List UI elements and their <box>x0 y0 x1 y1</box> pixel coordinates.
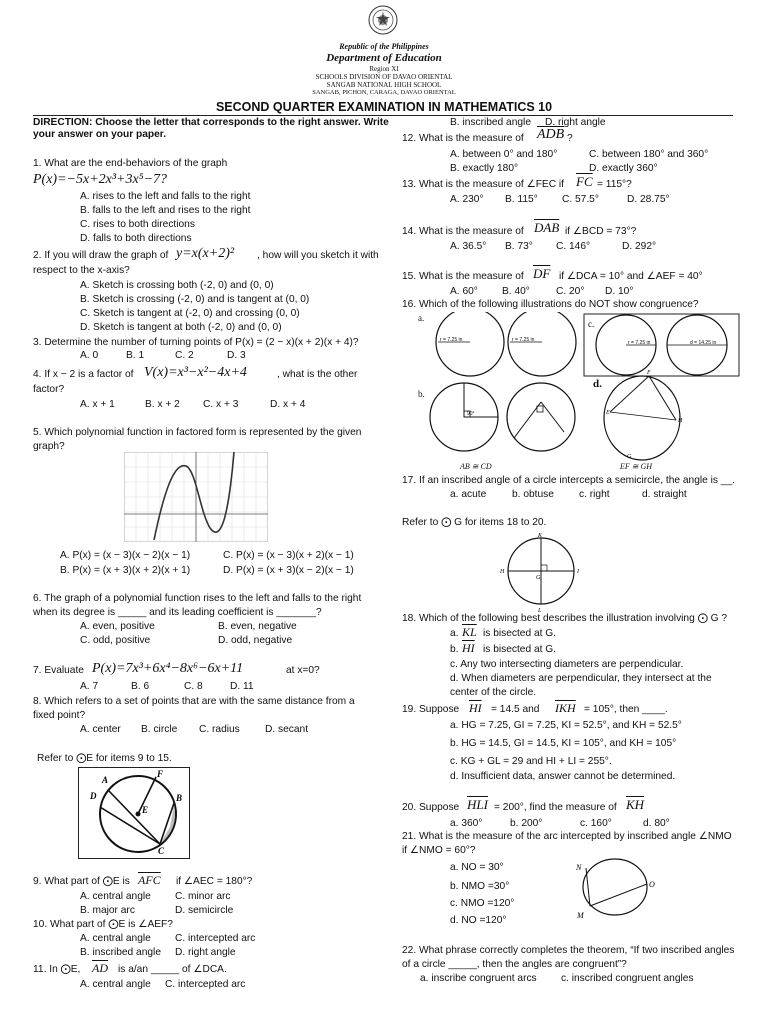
q5-polynomial-graph <box>124 452 268 542</box>
q9-choice-c: C. minor arc <box>175 891 231 902</box>
header-address: SANGAB, PICHON, CARAGA, DAVAO ORIENTAL <box>312 89 456 96</box>
circle-g-label-g: G <box>536 575 541 581</box>
q19-choice-a: a. HG = 7.25, GI = 7.25, KI = 52.5°, and KH = 52.5° <box>450 720 682 731</box>
q18-choice-d-line2: center of the circle. <box>450 687 537 698</box>
q18-choice-a-prefix: a. <box>450 628 459 639</box>
q11-choice-d: D. right angle <box>545 117 606 128</box>
q18-choice-b-segment: $\overline{HI}$ <box>462 641 475 655</box>
ref-items-18-20: Refer to ⨀ G for items 18 to 20. <box>402 517 547 528</box>
q11-arc: $\overline{AD}$ <box>92 961 108 975</box>
q6-choice-a: A. even, positive <box>80 621 155 632</box>
q10-choice-c: C. intercepted arc <box>175 933 256 944</box>
q4-text-c: factor? <box>33 384 65 395</box>
q13-arc: $\overline{FC}$ <box>576 174 593 189</box>
q19-text: 19. Suppose <box>402 704 460 715</box>
q2-text-c: respect to the x-axis? <box>33 265 130 276</box>
header-division: SCHOOLS DIVISION OF DAVAO ORIENTAL <box>315 73 453 81</box>
q21-text-line2: if ∠NMO = 60°? <box>402 845 476 856</box>
circle-g-label-l: L <box>538 608 542 612</box>
q12-text: 12. What is the measure of <box>402 133 524 144</box>
q12-choice-d: D. exactly 360° <box>589 163 658 174</box>
q5-choice-b: B. P(x) = (x + 3)(x + 2)(x + 1) <box>60 565 191 576</box>
q16-radius-2: r = 7.25 in <box>512 337 535 343</box>
q12-choice-a: A. between 0° and 180° <box>450 149 558 160</box>
q7-choice-a: A. 7 <box>80 681 99 692</box>
q12-choice-c: C. between 180° and 360° <box>589 149 709 160</box>
q10-choice-d: D. right angle <box>175 947 236 958</box>
direction-line2: your answer on your paper. <box>33 129 167 140</box>
q8-choice-c: C. radius <box>199 724 240 735</box>
q19-choice-b: b. HG = 14.5, GI = 14.5, KI = 105°, and KH = 105° <box>450 738 677 749</box>
q12-choice-b: B. exactly 180° <box>450 163 519 174</box>
q4-text-b: , what is the other <box>277 369 358 380</box>
q16-label-a: a. <box>418 313 425 323</box>
circle-g-label-i: I <box>577 569 579 575</box>
q10-text: 10. What part of ⨀E is ∠AEF? <box>33 919 173 930</box>
q4-text-a: 4. If x − 2 is a factor of <box>33 369 134 380</box>
q3-choice-a: A. 0 <box>80 350 99 361</box>
q17-choice-b: b. obtuse <box>512 489 554 500</box>
q12-arc: $\overline{ADB}$ <box>537 127 565 142</box>
q13-choice-b: B. 115° <box>505 194 538 205</box>
circle-e-figure <box>78 767 190 859</box>
q20-choice-a: a. 360° <box>450 818 483 829</box>
q4-choice-a: A. x + 1 <box>80 399 115 410</box>
q11-text-b: is a/an _____ of ∠DCA. <box>118 964 227 975</box>
q11-choice-c: C. intercepted arc <box>165 979 246 990</box>
q1-expression: P(x)=−5x+2x³+3x⁵−7? <box>33 172 168 187</box>
q15-choice-a: A. 60° <box>450 286 478 297</box>
q4-choice-b: B. x + 2 <box>145 399 180 410</box>
q6-choice-d: D. odd, negative <box>218 635 293 646</box>
circle-label-m: M <box>577 911 584 920</box>
q21-choice-d: d. NO =120° <box>450 915 507 926</box>
q15-choice-c: C. 20° <box>556 286 585 297</box>
q16-caption-b: AB ≅ CD <box>460 462 492 471</box>
q2-expression: y=x(x+2)² <box>176 246 235 261</box>
label-c: C <box>158 846 165 856</box>
q13-rest: = 115°? <box>597 179 632 190</box>
q8-text-line2: fixed point? <box>33 710 86 721</box>
q22-text-line2: of a circle _____, then the angles are congruent”? <box>402 959 627 970</box>
q2-choice-a: A. Sketch is crossing both (-2, 0) and (0, 0) <box>80 280 274 291</box>
q9-text-a: 9. What part of ⨀E is <box>33 876 130 887</box>
q12-q: ? <box>567 133 573 144</box>
circle-g-label-k: K <box>538 533 543 539</box>
circle-g-figure <box>498 532 588 612</box>
q22-choice-c: c. inscribed congruent angles <box>561 973 694 984</box>
q11-text-a: 11. In ⨀E, <box>33 964 81 975</box>
q11-choice-b: B. inscribed angle <box>450 117 531 128</box>
label-b: B <box>176 793 183 803</box>
q6-choice-c: C. odd, positive <box>80 635 151 646</box>
label-f: F <box>157 769 164 779</box>
q19-mid: = 14.5 and <box>491 704 540 715</box>
label-d: D <box>90 791 97 801</box>
q1-choice-c: C. rises to both directions <box>80 219 195 230</box>
q13-choice-a: A. 230° <box>450 194 484 205</box>
q13-text: 13. What is the measure of ∠FEC if <box>402 179 565 190</box>
q15-arc: $\overline{DF}$ <box>533 266 551 281</box>
q2-choice-d: D. Sketch is tangent at both (-2, 0) and (0, 0) <box>80 322 282 333</box>
q9-choice-a: A. central angle <box>80 891 151 902</box>
q18-text: 18. Which of the following best describes the illustration involving ⨀ G ? <box>402 613 728 624</box>
q16-label-h: H <box>678 418 683 424</box>
q10-choice-b: B. inscribed angle <box>80 947 161 958</box>
q9-text-b: if ∠AEC = 180°? <box>176 876 253 887</box>
q14-choice-a: A. 36.5° <box>450 241 487 252</box>
q21-choice-c: c. NMO =120° <box>450 898 515 909</box>
q7-text-b: at x=0? <box>286 665 320 676</box>
q18-choice-d-line1: d. When diameters are perpendicular, they intersect at the <box>450 673 712 684</box>
q5-choice-a: A. P(x) = (x − 3)(x − 2)(x − 1) <box>60 550 191 561</box>
label-a: A <box>102 775 109 785</box>
q19-segment: $\overline{HI}$ <box>469 701 482 715</box>
q14-text: 14. What is the measure of <box>402 226 524 237</box>
q18-choice-a-rest: is bisected at G. <box>483 628 557 639</box>
q19-rest: = 105°, then ____. <box>584 704 668 715</box>
q13-choice-d: D. 28.75° <box>627 194 670 205</box>
q7-choice-c: C. 8 <box>184 681 203 692</box>
q16-label-c: c. <box>588 319 595 329</box>
header-department: Department of Education <box>326 52 442 64</box>
q9-choice-d: D. semicircle <box>175 905 234 916</box>
q18-choice-a-segment: $\overline{KL}$ <box>462 625 477 639</box>
q3-choice-c: C. 2 <box>175 350 194 361</box>
q14-choice-d: D. 292° <box>622 241 657 252</box>
q17-text: 17. If an inscribed angle of a circle intercepts a semicircle, the angle is __. <box>402 475 735 486</box>
circle-g-label-h: H <box>500 569 505 575</box>
q14-arc: $\overline{DAB}$ <box>534 220 560 235</box>
q17-choice-a: a. acute <box>450 489 487 500</box>
q14-rest: if ∠BCD = 73°? <box>565 226 637 237</box>
q20-choice-c: c. 160° <box>580 818 612 829</box>
q21-choice-a: a. NO = 30° <box>450 862 504 873</box>
q5-text-line2: graph? <box>33 441 65 452</box>
q11-choice-a: A. central angle <box>80 979 151 990</box>
circle-label-o: O <box>649 880 655 889</box>
header-school: SANGAB NATIONAL HIGH SCHOOL <box>326 81 442 89</box>
q2-text-a: 2. If you will draw the graph of <box>33 250 169 261</box>
q17-choice-d: d. straight <box>642 489 687 500</box>
q16-angle-90: 90° <box>467 411 475 417</box>
q10-choice-a: A. central angle <box>80 933 151 944</box>
q16-illustrations <box>414 312 744 472</box>
q16-diameter-4: d = 14.25 in <box>690 340 717 346</box>
q5-choice-d: D. P(x) = (x + 3)(x − 2)(x − 1) <box>223 565 354 576</box>
q7-choice-d: D. 11 <box>230 681 254 692</box>
q4-choice-d: D. x + 4 <box>270 399 306 410</box>
q18-choice-c: c. Any two intersecting diameters are perpendicular. <box>450 659 684 670</box>
q18-choice-b-prefix: b. <box>450 644 459 655</box>
q8-choice-b: B. circle <box>141 724 178 735</box>
q15-text: 15. What is the measure of <box>402 271 524 282</box>
deped-seal-logo <box>368 5 398 35</box>
circle-label-n: N <box>576 863 582 872</box>
q4-expression: V(x)=x³−x²−4x+4 <box>144 365 247 380</box>
q1-choice-a: A. rises to the left and falls to the right <box>80 191 251 202</box>
q6-choice-b: B. even, negative <box>218 621 297 632</box>
q6-text-line2: when its degree is _____ and its leading coefficient is _______? <box>33 607 322 618</box>
q17-choice-c: c. right <box>579 489 610 500</box>
q20-text: 20. Suppose <box>402 802 460 813</box>
q1-choice-b: B. falls to the left and rises to the right <box>80 205 251 216</box>
q7-choice-b: B. 6 <box>131 681 150 692</box>
q18-choice-b-rest: is bisected at G. <box>483 644 557 655</box>
q2-choice-b: B. Sketch is crossing (-2, 0) and is tangent at (0, 0) <box>80 294 310 305</box>
direction-line1: DIRECTION: Choose the letter that corresponds to the right answer. Write <box>33 117 389 128</box>
q16-caption-d: EF ≅ GH <box>620 462 653 471</box>
q15-choice-d: D. 10° <box>605 286 634 297</box>
header-region: Region XI <box>369 65 399 73</box>
q19-choice-d: d. Insufficient data, answer cannot be determined. <box>450 771 676 782</box>
q19-arc: $\overline{IKH}$ <box>555 701 576 715</box>
q14-choice-b: B. 73° <box>505 241 533 252</box>
q16-label-f: F <box>647 370 651 376</box>
q4-choice-c: C. x + 3 <box>203 399 239 410</box>
q20-arc: $\overline{HLI}$ <box>467 797 488 812</box>
q20-choice-b: b. 200° <box>510 818 543 829</box>
q20-arc2: $\overline{KH}$ <box>626 797 645 812</box>
q22-choice-a: a. inscribe congruent arcs <box>420 973 537 984</box>
q1-choice-d: D. falls to both directions <box>80 233 192 244</box>
q8-choice-d: D. secant <box>265 724 309 735</box>
q9-choice-b: B. major arc <box>80 905 135 916</box>
q16-text: 16. Which of the following illustrations do NOT show congruence? <box>402 299 699 310</box>
q8-choice-a: A. center <box>80 724 121 735</box>
q16-label-b: b. <box>418 389 425 399</box>
q19-choice-c: c. KG + GL = 29 and HI + LI = 255°. <box>450 756 612 767</box>
q14-choice-c: C. 146° <box>556 241 591 252</box>
q22-text-line1: 22. What phrase correctly completes the theorem, “If two inscribed angles <box>402 945 735 956</box>
q15-choice-b: B. 40° <box>502 286 530 297</box>
q15-rest: if ∠DCA = 10° and ∠AEF = 40° <box>559 271 703 282</box>
q6-text-line1: 6. The graph of a polynomial function rises to the left and falls to the right <box>33 593 362 604</box>
q7-expression: P(x)=7x³+6x⁴−8x⁶−6x+11 <box>92 661 244 676</box>
q3-choice-b: B. 1 <box>126 350 145 361</box>
q5-choice-c: C. P(x) = (x − 3)(x + 2)(x − 1) <box>223 550 354 561</box>
circle-nmo-figure <box>572 856 662 922</box>
q5-text-line1: 5. Which polynomial function in factored form is represented by the given <box>33 427 362 438</box>
q7-text-a: 7. Evaluate <box>33 665 84 676</box>
q16-label-e: E <box>606 410 610 416</box>
q1-text: 1. What are the end-behaviors of the graph <box>33 158 228 169</box>
q8-text-line1: 8. Which refers to a set of points that are with the same distance from a <box>33 696 355 707</box>
q20-mid: = 200°, find the measure of <box>494 802 617 813</box>
label-e: E <box>142 805 149 815</box>
q9-arc: $\overline{AFC}$ <box>138 873 161 887</box>
q3-text: 3. Determine the number of turning points of P(x) = (2 − x)(x + 2)(x + 4)? <box>33 337 359 348</box>
q16-radius-1: r = 7.25 in <box>440 337 463 343</box>
q21-choice-b: b. NMO =30° <box>450 881 510 892</box>
q16-radius-3: r = 7.25 in <box>628 340 651 346</box>
header-republic: Republic of the Philippines <box>339 42 429 51</box>
q16-label-d: d. <box>593 378 602 390</box>
q16-label-g: G <box>627 454 632 460</box>
title-rule <box>33 115 733 116</box>
q13-choice-c: C. 57.5° <box>562 194 599 205</box>
q2-choice-c: C. Sketch is tangent at (-2, 0) and crossing (0, 0) <box>80 308 300 319</box>
q21-text-line1: 21. What is the measure of the arc intercepted by inscribed angle ∠NMO <box>402 831 732 842</box>
exam-title: SECOND QUARTER EXAMINATION IN MATHEMATICS 10 <box>215 100 553 114</box>
ref-items-9-15: Refer to ⨀E for items 9 to 15. <box>37 753 172 764</box>
q2-text-b: , how will you sketch it with <box>257 250 379 261</box>
q20-choice-d: d. 80° <box>643 818 670 829</box>
q3-choice-d: D. 3 <box>227 350 246 361</box>
